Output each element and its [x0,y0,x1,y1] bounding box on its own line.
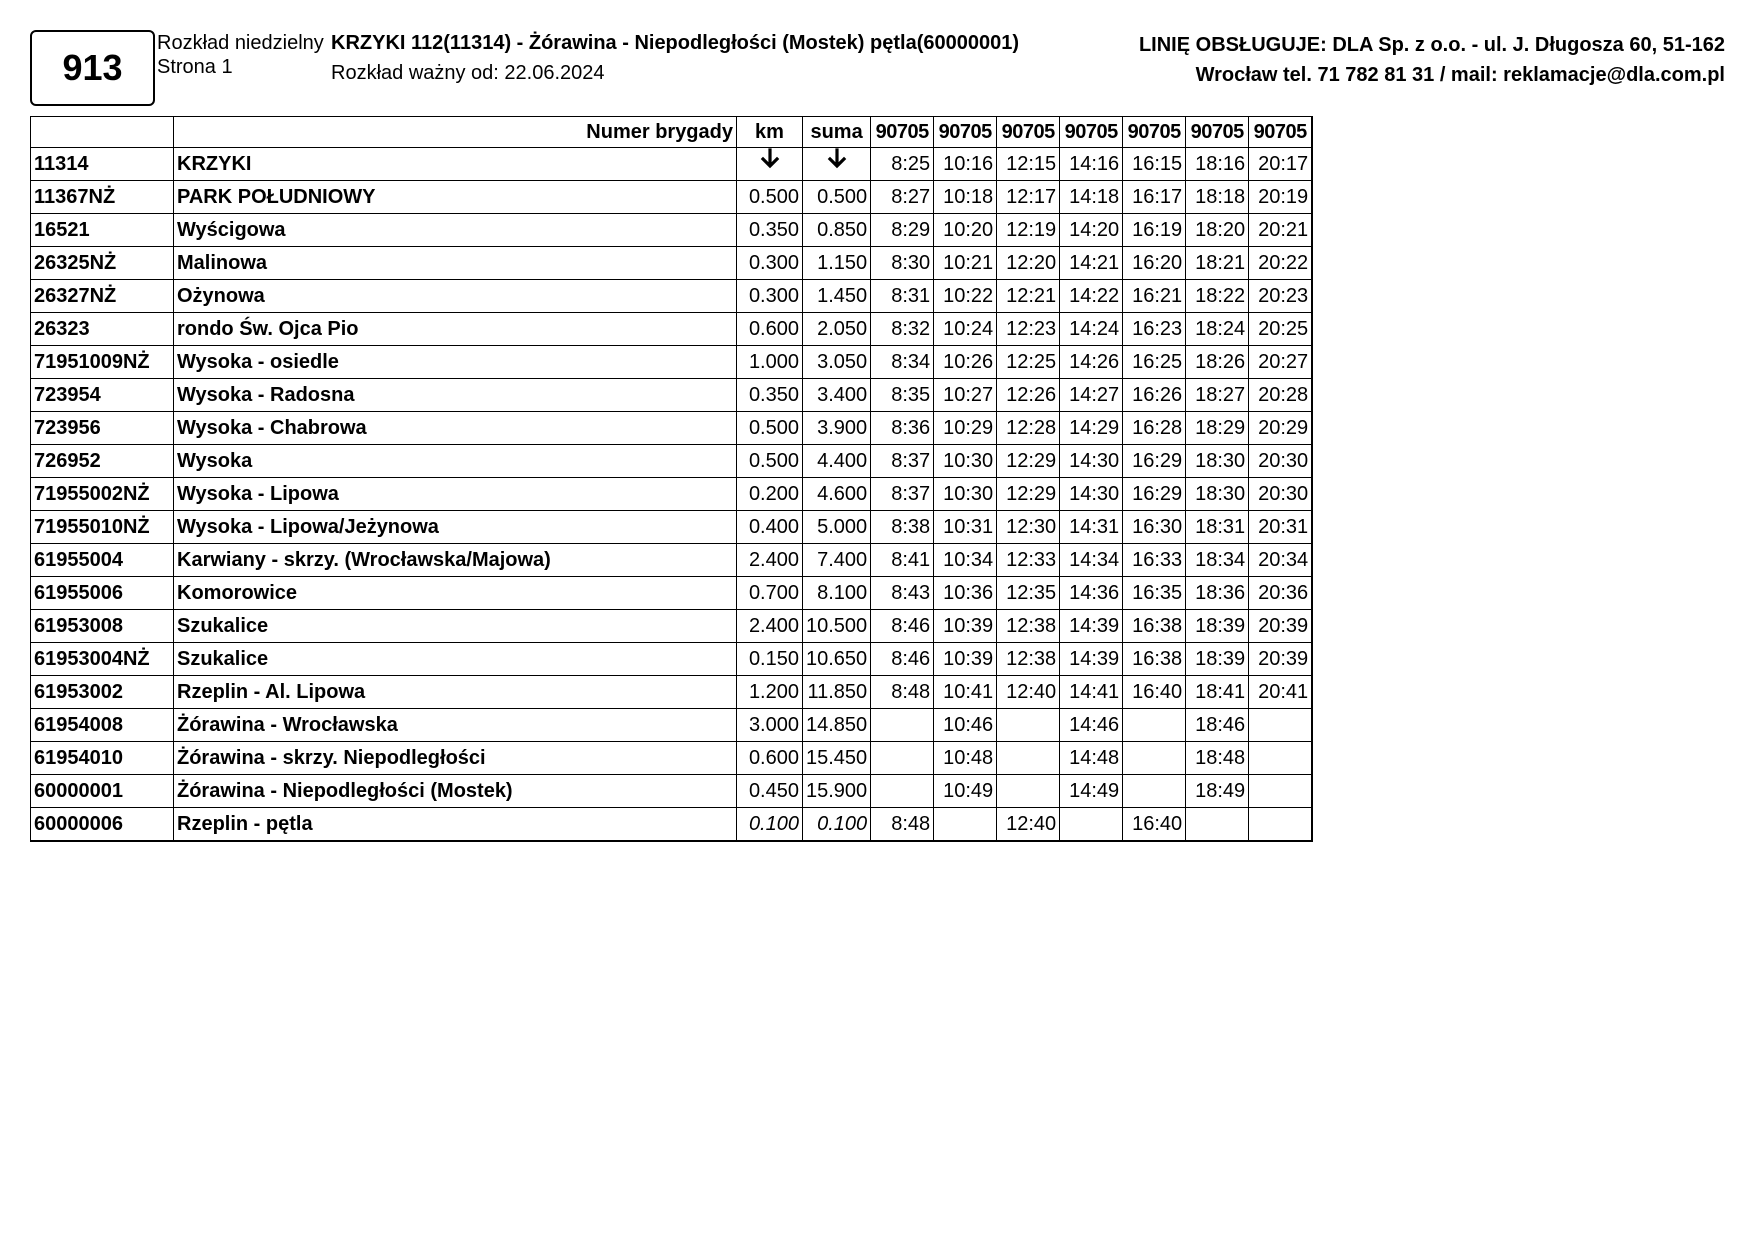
stop-code: 61955004 [31,544,174,577]
departure-time: 18:48 [1186,742,1249,775]
stop-name: Wyścigowa [174,214,737,247]
departure-time [871,742,934,775]
km-cell: 0.500 [737,181,803,214]
departure-time: 8:29 [871,214,934,247]
sum-cell: 3.900 [803,412,871,445]
km-cell: 0.350 [737,379,803,412]
stop-code: 71955002NŻ [31,478,174,511]
departure-time: 14:16 [1060,148,1123,181]
departure-time: 12:29 [997,478,1060,511]
stop-name: Karwiany - skrzy. (Wrocławska/Majowa) [174,544,737,577]
sum-cell: 2.050 [803,313,871,346]
departure-time: 18:20 [1186,214,1249,247]
departure-time: 16:15 [1123,148,1186,181]
departure-time: 16:28 [1123,412,1186,445]
sum-cell: 11.850 [803,676,871,709]
stop-name: Szukalice [174,610,737,643]
departure-time: 20:34 [1249,544,1313,577]
departure-time: 10:36 [934,577,997,610]
stop-code: 71951009NŻ [31,346,174,379]
departure-time: 8:46 [871,643,934,676]
departure-time: 16:20 [1123,247,1186,280]
departure-time: 14:41 [1060,676,1123,709]
departure-time: 16:40 [1123,676,1186,709]
departure-time: 14:29 [1060,412,1123,445]
stop-code: 61953002 [31,676,174,709]
km-cell: 2.400 [737,544,803,577]
departure-time: 10:29 [934,412,997,445]
stop-code: 61955006 [31,577,174,610]
table-row [31,478,1313,511]
departure-time [1249,775,1313,808]
stop-name: Żórawina - skrzy. Niepodległości [174,742,737,775]
timetable [30,116,1313,842]
departure-time: 10:48 [934,742,997,775]
departure-time: 18:39 [1186,610,1249,643]
departure-time: 20:30 [1249,478,1313,511]
stop-code: 26323 [31,313,174,346]
departure-time: 16:21 [1123,280,1186,313]
km-cell: 0.450 [737,775,803,808]
departure-time: 20:41 [1249,676,1313,709]
departure-time: 18:30 [1186,478,1249,511]
route-title: KRZYKI 112(11314) - Żórawina - Niepodległości (Mostek) pętla(60000001) [331,32,1020,54]
header-row [31,117,1313,148]
table-row [31,742,1313,775]
departure-time: 8:41 [871,544,934,577]
stop-code: 61954010 [31,742,174,775]
table-row [31,214,1313,247]
km-cell: 0.500 [737,412,803,445]
km-header: km [737,117,803,148]
departure-time: 16:26 [1123,379,1186,412]
stop-code: 26327NŻ [31,280,174,313]
stop-name: Wysoka - Lipowa/Jeżynowa [174,511,737,544]
sum-cell: 15.900 [803,775,871,808]
sum-header: suma [803,117,871,148]
stop-name: Wysoka - Radosna [174,379,737,412]
brigade-number: 90705 [1123,117,1186,148]
departure-time: 16:25 [1123,346,1186,379]
table-row [31,247,1313,280]
departure-time: 8:37 [871,478,934,511]
departure-time: 10:26 [934,346,997,379]
departure-time: 8:30 [871,247,934,280]
brigade-number: 90705 [934,117,997,148]
stop-code: 71955010NŻ [31,511,174,544]
stop-name: rondo Św. Ojca Pio [174,313,737,346]
table-row [31,643,1313,676]
sum-cell: 10.650 [803,643,871,676]
departure-time: 18:36 [1186,577,1249,610]
departure-time: 16:23 [1123,313,1186,346]
brigade-number: 90705 [997,117,1060,148]
departure-time: 16:38 [1123,643,1186,676]
departure-time: 18:49 [1186,775,1249,808]
departure-time: 18:46 [1186,709,1249,742]
brigade-number: 90705 [1249,117,1313,148]
departure-time [997,775,1060,808]
sum-cell: 10.500 [803,610,871,643]
stop-code: 16521 [31,214,174,247]
sum-cell: 4.400 [803,445,871,478]
departure-time: 12:28 [997,412,1060,445]
departure-time [1249,742,1313,775]
departure-time: 8:27 [871,181,934,214]
valid-from: Rozkład ważny od: 22.06.2024 [331,62,605,84]
departure-time [1249,808,1313,842]
km-cell: 0.300 [737,247,803,280]
departure-time: 18:29 [1186,412,1249,445]
stop-code: 723954 [31,379,174,412]
sum-cell: 3.400 [803,379,871,412]
departure-time: 10:30 [934,478,997,511]
departure-time: 10:20 [934,214,997,247]
departure-time: 12:15 [997,148,1060,181]
km-cell: 0.600 [737,313,803,346]
stop-code: 60000006 [31,808,174,842]
departure-time: 8:35 [871,379,934,412]
departure-time: 18:31 [1186,511,1249,544]
sum-cell: 0.100 [803,808,871,842]
stop-name: Żórawina - Wrocławska [174,709,737,742]
header-code-cell [31,117,174,148]
departure-time: 20:22 [1249,247,1313,280]
sum-cell: 4.600 [803,478,871,511]
departure-time: 18:39 [1186,643,1249,676]
departure-time: 14:46 [1060,709,1123,742]
stop-code: 11314 [31,148,174,181]
departure-time: 14:22 [1060,280,1123,313]
departure-time: 8:37 [871,445,934,478]
brigade-number: 90705 [1060,117,1123,148]
departure-time [1123,742,1186,775]
table-row [31,511,1313,544]
sum-cell: 1.150 [803,247,871,280]
departure-time [1186,808,1249,842]
departure-time: 12:40 [997,676,1060,709]
stop-code: 61953008 [31,610,174,643]
table-row [31,313,1313,346]
stop-name: Malinowa [174,247,737,280]
stop-code: 26325NŻ [31,247,174,280]
departure-time: 20:17 [1249,148,1313,181]
departure-time: 18:26 [1186,346,1249,379]
table-row [31,346,1313,379]
sum-cell: 0.500 [803,181,871,214]
km-cell: 0.400 [737,511,803,544]
brigade-number: 90705 [1186,117,1249,148]
km-cell: 0.600 [737,742,803,775]
departure-time: 16:40 [1123,808,1186,842]
departure-time: 16:19 [1123,214,1186,247]
departure-time: 18:34 [1186,544,1249,577]
departure-time: 18:22 [1186,280,1249,313]
departure-time: 14:30 [1060,445,1123,478]
departure-time: 18:41 [1186,676,1249,709]
departure-time: 12:23 [997,313,1060,346]
departure-time: 10:27 [934,379,997,412]
departure-time: 8:31 [871,280,934,313]
km-cell: 0.100 [737,808,803,842]
km-cell: 0.150 [737,643,803,676]
sum-cell: 5.000 [803,511,871,544]
stop-name: Szukalice [174,643,737,676]
stop-name: Wysoka - Chabrowa [174,412,737,445]
departure-time: 14:49 [1060,775,1123,808]
stop-name: PARK POŁUDNIOWY [174,181,737,214]
km-cell: 0.500 [737,445,803,478]
km-cell: 3.000 [737,709,803,742]
stop-code: 61953004NŻ [31,643,174,676]
departure-time: 14:31 [1060,511,1123,544]
departure-time: 18:24 [1186,313,1249,346]
departure-time: 10:16 [934,148,997,181]
departure-time: 14:26 [1060,346,1123,379]
departure-time [1060,808,1123,842]
departure-time: 14:24 [1060,313,1123,346]
table-row [31,379,1313,412]
departure-time: 10:46 [934,709,997,742]
departure-time [997,709,1060,742]
brigade-label: Numer brygady [174,117,737,148]
sum-cell: 15.450 [803,742,871,775]
arrow-down-icon [806,148,867,180]
stop-name: Wysoka - osiedle [174,346,737,379]
departure-time: 12:20 [997,247,1060,280]
departure-time: 20:25 [1249,313,1313,346]
departure-time: 12:21 [997,280,1060,313]
departure-time [1123,709,1186,742]
departure-time: 14:20 [1060,214,1123,247]
departure-time: 20:31 [1249,511,1313,544]
departure-time: 16:35 [1123,577,1186,610]
line-number-box [30,30,155,106]
departure-time [934,808,997,842]
departure-time: 8:32 [871,313,934,346]
stop-name: Wysoka [174,445,737,478]
stop-name: Rzeplin - Al. Lipowa [174,676,737,709]
km-cell: 0.700 [737,577,803,610]
sum-cell: 3.050 [803,346,871,379]
departure-time: 16:30 [1123,511,1186,544]
departure-time: 8:36 [871,412,934,445]
departure-time: 16:33 [1123,544,1186,577]
departure-time: 14:34 [1060,544,1123,577]
departure-time: 12:29 [997,445,1060,478]
sum-cell: 1.450 [803,280,871,313]
departure-time: 20:30 [1249,445,1313,478]
departure-time: 12:17 [997,181,1060,214]
departure-time: 20:29 [1249,412,1313,445]
table-row [31,181,1313,214]
departure-time [871,709,934,742]
departure-time: 10:22 [934,280,997,313]
km-cell: 1.200 [737,676,803,709]
table-row [31,445,1313,478]
sum-cell: 14.850 [803,709,871,742]
departure-time: 12:40 [997,808,1060,842]
table-row [31,676,1313,709]
departure-time: 14:39 [1060,643,1123,676]
km-cell: 0.300 [737,280,803,313]
departure-time: 10:21 [934,247,997,280]
table-row [31,808,1313,842]
km-cell: 0.200 [737,478,803,511]
arrow-down-icon [740,148,799,180]
departure-time: 18:27 [1186,379,1249,412]
sum-cell: 8.100 [803,577,871,610]
departure-time: 8:38 [871,511,934,544]
km-cell: 0.350 [737,214,803,247]
stop-name: Żórawina - Niepodległości (Mostek) [174,775,737,808]
departure-time: 20:27 [1249,346,1313,379]
departure-time: 8:48 [871,808,934,842]
departure-time: 20:19 [1249,181,1313,214]
departure-time: 10:41 [934,676,997,709]
departure-time: 12:38 [997,610,1060,643]
table-row [31,412,1313,445]
table-row [31,709,1313,742]
departure-time: 16:29 [1123,478,1186,511]
stop-name: Rzeplin - pętla [174,808,737,842]
table-row [31,577,1313,610]
departure-time: 18:18 [1186,181,1249,214]
km-cell: 2.400 [737,610,803,643]
departure-time: 16:17 [1123,181,1186,214]
table-row [31,280,1313,313]
km-cell: 1.000 [737,346,803,379]
departure-time: 12:25 [997,346,1060,379]
departure-time: 20:36 [1249,577,1313,610]
departure-time: 14:39 [1060,610,1123,643]
page-number: Strona 1 [157,56,233,78]
departure-time [1249,709,1313,742]
line-number: 913 [62,47,123,88]
km-cell [737,148,803,181]
table-row [31,148,1313,181]
departure-time [871,775,934,808]
stop-name: Ożynowa [174,280,737,313]
stop-code: 11367NŻ [31,181,174,214]
departure-time: 10:34 [934,544,997,577]
departure-time: 8:43 [871,577,934,610]
schedule-type: Rozkład niedzielny [157,32,324,54]
departure-time: 14:30 [1060,478,1123,511]
departure-time: 12:26 [997,379,1060,412]
departure-time: 14:27 [1060,379,1123,412]
departure-time: 12:33 [997,544,1060,577]
departure-time: 12:35 [997,577,1060,610]
departure-time: 20:39 [1249,643,1313,676]
departure-time: 16:38 [1123,610,1186,643]
departure-time: 8:48 [871,676,934,709]
departure-time: 10:39 [934,610,997,643]
departure-time: 8:46 [871,610,934,643]
stop-code: 726952 [31,445,174,478]
sum-cell [803,148,871,181]
departure-time: 10:24 [934,313,997,346]
departure-time: 10:49 [934,775,997,808]
departure-time: 20:39 [1249,610,1313,643]
brigade-number: 90705 [871,117,934,148]
departure-time: 12:38 [997,643,1060,676]
departure-time [997,742,1060,775]
departure-time: 20:21 [1249,214,1313,247]
operator-info-line1: LINIĘ OBSŁUGUJE: DLA Sp. z o.o. - ul. J. Długosza 60, 51-162 [1138,34,1725,56]
departure-time: 14:21 [1060,247,1123,280]
stop-name: Wysoka - Lipowa [174,478,737,511]
stop-name: Komorowice [174,577,737,610]
stop-code: 61954008 [31,709,174,742]
operator-info-line2: Wrocław tel. 71 782 81 31 / mail: reklamacje@dla.com.pl [1195,64,1725,86]
departure-time: 12:19 [997,214,1060,247]
departure-time: 10:31 [934,511,997,544]
departure-time: 14:36 [1060,577,1123,610]
departure-time: 12:30 [997,511,1060,544]
table-row [31,775,1313,808]
departure-time: 20:23 [1249,280,1313,313]
departure-time: 18:30 [1186,445,1249,478]
departure-time: 18:16 [1186,148,1249,181]
stop-code: 60000001 [31,775,174,808]
departure-time: 14:18 [1060,181,1123,214]
departure-time: 8:25 [871,148,934,181]
departure-time: 18:21 [1186,247,1249,280]
table-row [31,610,1313,643]
departure-time: 10:18 [934,181,997,214]
departure-time [1123,775,1186,808]
stop-code: 723956 [31,412,174,445]
departure-time: 20:28 [1249,379,1313,412]
departure-time: 16:29 [1123,445,1186,478]
departure-time: 14:48 [1060,742,1123,775]
sum-cell: 7.400 [803,544,871,577]
sum-cell: 0.850 [803,214,871,247]
table-row [31,544,1313,577]
stop-name: KRZYKI [174,148,737,181]
departure-time: 10:30 [934,445,997,478]
departure-time: 8:34 [871,346,934,379]
departure-time: 10:39 [934,643,997,676]
